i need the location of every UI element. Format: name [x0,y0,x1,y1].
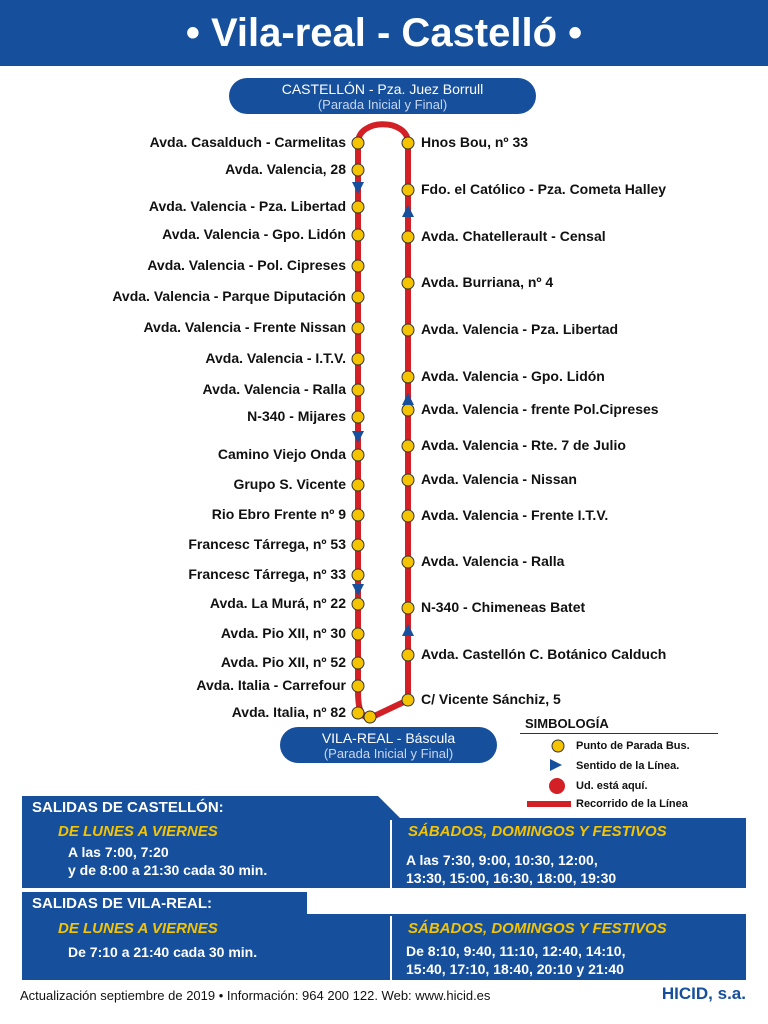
stop-label-left: Avda. Casalduch - Carmelitas [149,134,346,150]
legend-route-icon [527,799,571,809]
stop-label-right: C/ Vicente Sánchiz, 5 [421,691,561,707]
castellon-weekend-times: A las 7:30, 9:00, 10:30, 12:00, 13:30, 15:00, 16:30, 18:00, 19:30 y 21:00 h. [406,852,617,904]
stop-label-left: Avda. Valencia - Gpo. Lidón [162,226,346,242]
legend-divider [520,733,718,734]
page-title: • Vila-real - Castelló • [0,0,768,66]
vilareal-departures-heading: SALIDAS DE VILA-REAL: [22,892,307,916]
stop-label-left: Avda. Valencia - Pza. Libertad [148,198,346,214]
stop-label-left: Avda. Pio XII, nº 52 [220,654,346,670]
stop-marker-left [352,411,364,423]
direction-arrow-up [402,205,414,217]
stop-label-left: Avda. Valencia - I.T.V. [205,350,346,366]
stop-label-right: Avda. Burriana, nº 4 [421,274,554,290]
stop-label-left: Avda. Valencia - Pol. Cipreses [147,257,346,273]
stop-marker-left [352,657,364,669]
stop-marker-right [402,324,414,336]
stop-label-left: N-340 - Mijares [247,408,346,424]
direction-arrow-up [402,393,414,405]
stop-label-left: Avda. Italia - Carrefour [196,677,346,693]
stop-label-left: Avda. Pio XII, nº 30 [220,625,346,641]
stop-marker-left [352,479,364,491]
stop-label-left: Avda. Valencia, 28 [225,161,346,177]
stop-label-right: Hnos Bou, nº 33 [421,134,529,150]
stop-marker-left [352,201,364,213]
stop-marker-terminal [364,711,376,723]
legend-route-label: Recorrido de la Línea [576,798,688,810]
vilareal-weekend-label: SÁBADOS, DOMINGOS Y FESTIVOS [408,920,667,937]
stop-marker-right [402,404,414,416]
direction-arrow-down [352,431,364,443]
stop-label-right: Avda. Chatellerault - Censal [421,228,606,244]
stop-label-left: Avda. Italia, nº 82 [231,704,346,720]
stop-marker-right [402,184,414,196]
stop-label-right: N-340 - Chimeneas Batet [421,599,586,615]
stop-label-left: Avda. La Murá, nº 22 [209,595,346,611]
vilareal-weekdays-times: De 7:10 a 21:40 cada 30 min. [68,944,258,960]
castellon-departures-heading: SALIDAS DE CASTELLÓN: [22,796,402,820]
stop-label-right: Avda. Valencia - Frente I.T.V. [421,507,609,523]
stop-marker-left [352,322,364,334]
legend-direction-label: Sentido de la Línea. [576,760,680,772]
stop-marker-left [352,598,364,610]
stop-marker-right [402,371,414,383]
stop-marker-left [352,137,364,149]
stop-marker-right [402,556,414,568]
stop-label-left: Avda. Valencia - Ralla [202,381,346,397]
castellon-terminal-name: CASTELLÓN - Pza. Juez Borrull [281,81,484,97]
stop-label-left: Avda. Valencia - Parque Diputación [112,288,346,304]
stop-marker-left [352,164,364,176]
stop-marker-right [402,649,414,661]
vilareal-departures-box [22,916,746,980]
castellon-terminal-note: (Parada Inicial y Final) [317,97,448,112]
stop-marker-right [402,510,414,522]
stop-label-right: Avda. Valencia - Rte. 7 de Julio [421,437,626,453]
stop-marker-left [352,260,364,272]
stop-label-left: Rio Ebro Frente nº 9 [211,506,346,522]
legend-here-label: Ud. está aquí. [576,780,648,792]
legend-direction-icon [548,757,564,773]
stop-marker-left [352,628,364,640]
stop-marker-left [352,707,364,719]
stop-label-right: Avda. Valencia - Ralla [421,553,565,569]
legend-here-icon [547,777,567,795]
vilareal-terminal-name: VILA-REAL - Báscula [321,730,456,746]
legend-title: SIMBOLOGÍA [525,716,609,731]
stop-marker-left [352,539,364,551]
stop-label-right: Avda. Castellón C. Botánico Calduch [421,646,667,662]
castellon-weekdays-label: DE LUNES A VIERNES [58,823,218,840]
footer-info: Actualización septiembre de 2019 • Información: 964 200 122. Web: www.hicid.es [20,988,491,1003]
stop-marker-left [352,680,364,692]
route-line [358,124,408,718]
stop-marker-left [352,229,364,241]
stop-marker-left [352,449,364,461]
stop-marker-left [352,353,364,365]
stop-marker-left [352,509,364,521]
stop-label-left: Francesc Tárrega, nº 33 [188,566,346,582]
castellon-weekdays-times: A las 7:00, 7:20 y de 8:00 a 21:30 cada 30 min. [68,844,268,878]
legend-stop-icon [550,738,566,754]
stop-label-right: Avda. Valencia - frente Pol.Cipreses [421,401,659,417]
stop-marker-left [352,569,364,581]
vilareal-terminal-badge [280,727,497,763]
stop-marker-left [352,384,364,396]
direction-arrow-down [352,182,364,194]
vilareal-terminal-note: (Parada Inicial y Final) [323,746,454,761]
stop-marker-left [352,291,364,303]
direction-arrow-down [352,584,364,596]
stop-marker-right [402,474,414,486]
stop-marker-right [402,694,414,706]
stop-marker-right [402,277,414,289]
brand-logo: HICID, s.a. [661,984,746,1003]
stop-label-right: Avda. Valencia - Nissan [421,471,577,487]
stop-label-right: Avda. Valencia - Gpo. Lidón [421,368,605,384]
stop-label-left: Avda. Valencia - Frente Nissan [143,319,346,335]
stop-marker-right [402,137,414,149]
stop-label-left: Camino Viejo Onda [217,446,346,462]
stop-label-right: Fdo. el Católico - Pza. Cometa Halley [421,181,667,197]
castellon-weekend-label: SÁBADOS, DOMINGOS Y FESTIVOS [408,823,667,840]
legend-stop-label: Punto de Parada Bus. [576,740,690,752]
vilareal-weekdays-label: DE LUNES A VIERNES [58,920,218,937]
stop-marker-right [402,440,414,452]
vilareal-weekend-times: De 8:10, 9:40, 11:10, 12:40, 14:10, 15:40, 17:10, 18:40, 20:10 y 21:40 [406,943,626,977]
stop-label-left: Francesc Tárrega, nº 53 [188,536,346,552]
stop-marker-right [402,231,414,243]
direction-arrow-up [402,624,414,636]
stop-marker-right [402,602,414,614]
stop-label-right: Avda. Valencia - Pza. Libertad [421,321,619,337]
stop-label-left: Grupo S. Vicente [233,476,346,492]
